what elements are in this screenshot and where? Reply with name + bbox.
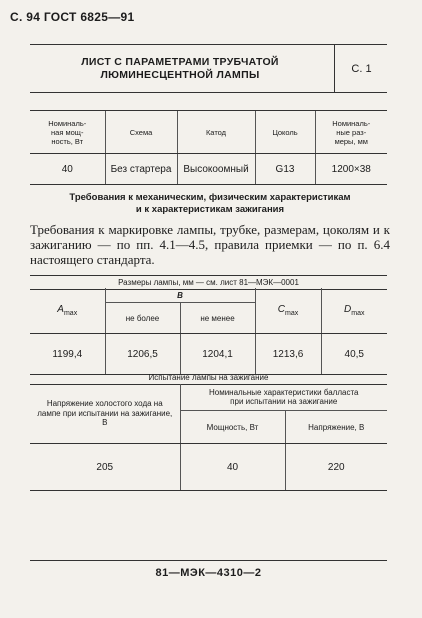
header-c: $C_{max}$ xyxy=(255,288,321,334)
value-cap: G13 xyxy=(255,154,315,185)
table-row xyxy=(30,154,387,185)
requirements-body: Требования к маркировке лампы, трубке, размерам, цоколям и к зажиганию — по пп. 4.1—4.5, правила приемки — по п. 6.4 настоящего стандарта. xyxy=(30,222,390,267)
dimensions-caption: Размеры лампы, мм — см. лист 81—МЭК—0001 xyxy=(30,275,387,290)
table-row xyxy=(30,444,387,491)
sheet-title-line2: ЛЮМИНЕСЦЕНТНОЙ ЛАМПЫ xyxy=(100,68,260,81)
footer-divider xyxy=(30,560,387,561)
header-dimensions: Номиналь- ные раз- меры, мм xyxy=(315,111,387,154)
value-ballast-voltage: 220 xyxy=(285,444,387,491)
header-cathode: Катод xyxy=(177,111,255,154)
header-ballast-power: Мощность, Вт xyxy=(180,411,285,444)
title-divider xyxy=(334,45,335,92)
value-c: 1213,6 xyxy=(255,334,321,375)
value-ballast-power: 40 xyxy=(180,444,285,491)
sheet-title-line1: ЛИСТ С ПАРАМЕТРАМИ ТРУБЧАТОЙ xyxy=(81,55,279,68)
header-b: B xyxy=(105,288,255,303)
sheet-title xyxy=(30,45,330,92)
header-b-min: не менее xyxy=(180,303,255,334)
value-d: 40,5 xyxy=(321,334,387,375)
header-ballast-voltage: Напряжение, В xyxy=(285,411,387,444)
ignition-table xyxy=(30,384,387,491)
value-b-max: 1206,5 xyxy=(105,334,180,375)
dimensions-table xyxy=(30,288,387,375)
value-dimensions: 1200×38 xyxy=(315,154,387,185)
ignition-caption: Испытание лампы на зажигание xyxy=(30,371,387,385)
value-b-min: 1204,1 xyxy=(180,334,255,375)
header-ballast: Номинальные характеристики балласта при испытании на зажигание xyxy=(180,384,387,411)
header-cap: Цоколь xyxy=(255,111,315,154)
value-power: 40 xyxy=(30,154,105,185)
value-a: 1199,4 xyxy=(30,334,105,375)
sheet-number: С. 1 xyxy=(351,62,372,75)
footer-code: 81—МЭК—4310—2 xyxy=(155,567,262,579)
table-row xyxy=(30,334,387,375)
header-b-max: не более xyxy=(105,303,180,334)
parameters-table xyxy=(30,110,387,185)
header-scheme: Схема xyxy=(105,111,177,154)
value-open-circuit-voltage: 205 xyxy=(30,444,180,491)
title-box xyxy=(30,44,387,93)
header-a: $A_{max}$ xyxy=(30,288,105,334)
value-scheme: Без стартера xyxy=(105,154,177,185)
header-power: Номиналь- ная мощ- ность, Вт xyxy=(30,111,105,154)
header-open-circuit-voltage: Напряжение холостого хода на лампе при испытании на зажигание, В xyxy=(30,384,180,444)
table-header-row xyxy=(30,111,387,154)
page-header: С. 94 ГОСТ 6825—91 xyxy=(10,10,135,24)
value-cathode: Высокоомный xyxy=(177,154,255,185)
header-d: $D_{max}$ xyxy=(321,288,387,334)
requirements-heading: Требования к механическим, физическим характеристикам и к характеристикам зажигания xyxy=(69,192,351,215)
